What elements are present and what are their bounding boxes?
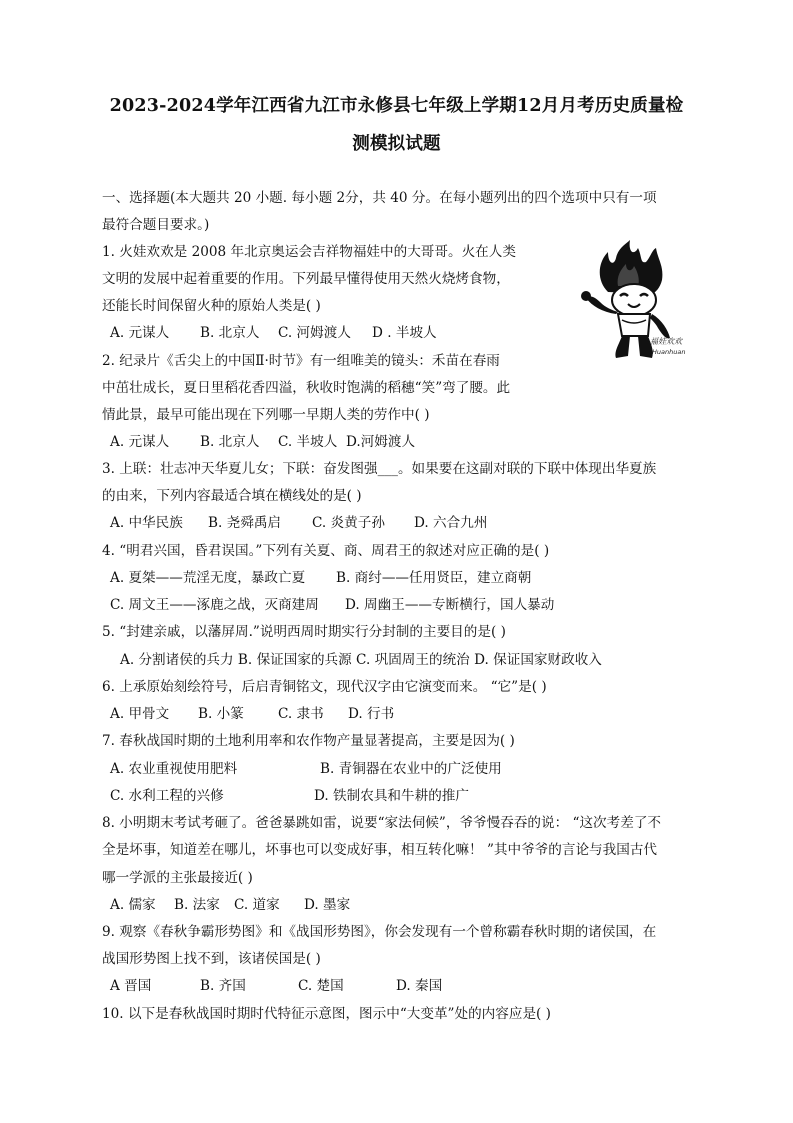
q8-options (110, 897, 350, 913)
q1-text-line2: 文明的发展中起着重要的作用。下列最早懂得使用天然火烧烤食物， (102, 271, 510, 287)
q4-options-row1 (110, 570, 531, 586)
q2-text-line2: 中茁壮成长，夏日里稻花香四溢，秋收时饱满的稻穗“笑”弯了腰。此 (102, 380, 511, 396)
q8-text-line1: 8. 小明期末考试考砸了。爸爸暴跳如雷，说要“家法伺候”，爷爷慢吞吞的说： “这次考差了不 (102, 815, 662, 831)
q3-options (110, 515, 487, 531)
q2-options (110, 434, 415, 450)
q7-text-line1: 7. 春秋战国时期的土地利用率和农作物产量显著提高，主要是因为( ) (102, 733, 515, 749)
q2-option-b: B. 北京人 (200, 434, 260, 450)
section-instructions-line2: 最符合题目要求。) (102, 217, 210, 233)
q10-text-line1: 10. 以下是春秋战国时期时代特征示意图，图示中“大变革”处的内容应是( ) (102, 1006, 551, 1022)
q4-text-line1: 4. “明君兴国，昏君误国。”下列有关夏、商、周君王的叙述对应正确的是( ) (102, 543, 550, 559)
q7-option-b: B. 青铜器在农业中的广泛使用 (320, 761, 502, 777)
q4-option-d: D. 周幽王——专断横行，国人暴动 (345, 597, 555, 613)
q9-option-c: C. 楚国 (298, 978, 344, 994)
q4-option-a: A. 夏桀——荒淫无度，暴政亡夏 (110, 570, 306, 586)
q9-option-d: D. 秦国 (396, 978, 443, 994)
page-title-line1: 2023-2024学年江西省九江市永修县七年级上学期12月月考历史质量检 (109, 96, 684, 116)
q6-text-line1: 6. 上承原始刻绘符号，后启青铜铭文，现代汉字由它演变而来。 “它”是( ) (102, 679, 547, 695)
q4-option-b: B. 商纣——任用贤臣，建立商朝 (336, 570, 532, 586)
q4-options-row2 (110, 597, 554, 613)
q3-text-line1: 3. 上联：壮志冲天华夏儿女；下联：奋发图强___。如果要在这副对联的下联中体现出华夏族 (102, 461, 657, 477)
mascot-caption: 福娃欢欢 (650, 337, 682, 346)
q7-option-c: C. 水利工程的兴修 (110, 788, 224, 804)
q3-option-b: B. 尧舜禹启 (208, 515, 282, 531)
q1-text-line1: 1. 火娃欢欢是 2008 年北京奥运会吉祥物福娃中的大哥哥。火在人类 (102, 244, 516, 260)
q1-option-c: C. 河姆渡人 (278, 325, 351, 341)
q1-text-line3: 还能长时间保留火种的原始人类是( ) (102, 298, 321, 314)
q9-options (110, 978, 442, 994)
q2-text-line1: 2. 纪录片《舌尖上的中国Ⅱ·时节》有一组唯美的镜头：禾苗在春雨 (102, 353, 500, 369)
q5-options: A. 分割诸侯的兵力 B. 保证国家的兵源 C. 巩固周王的统治 D. 保证国家财政收入 (120, 652, 602, 668)
q7-option-a: A. 农业重视使用肥料 (110, 761, 238, 777)
q9-option-b: B. 齐国 (200, 978, 246, 994)
q2-text-line3: 情此景，最早可能出现在下列哪一早期人类的劳作中( ) (102, 407, 430, 423)
q8-option-c: C. 道家 (234, 897, 280, 913)
q1-option-b: B. 北京人 (200, 325, 260, 341)
q3-option-d: D. 六合九州 (414, 515, 488, 531)
q3-option-c: C. 炎黄子孙 (312, 515, 385, 531)
q6-option-d: D. 行书 (348, 706, 395, 722)
q2-option-c: C. 半坡人 (278, 434, 338, 450)
q8-option-b: B. 法家 (174, 897, 220, 913)
q6-option-b: B. 小篆 (198, 706, 244, 722)
q6-option-a: A. 甲骨文 (110, 706, 170, 722)
q7-options-row1 (110, 761, 502, 777)
q6-option-c: C. 隶书 (278, 706, 324, 722)
q9-text-line2: 战国形势图上找不到，该诸侯国是( ) (102, 951, 321, 967)
section-instructions-line1: 一、选择题(本大题共 20 小题. 每小题 2分，共 40 分。在每小题列出的四个选项中只有一项 (102, 190, 657, 206)
q3-text-line2: 的由来，下列内容最适合填在横线处的是( ) (102, 488, 362, 504)
q7-option-d: D. 铁制农具和牛耕的推广 (314, 788, 469, 804)
q6-options (110, 706, 394, 722)
q7-options-row2 (110, 788, 469, 804)
q4-option-c: C. 周文王——涿鹿之战，灭商建周 (110, 597, 319, 613)
q3-option-a: A. 中华民族 (110, 515, 183, 531)
q1-option-a: A. 元谋人 (110, 325, 170, 341)
q8-option-a: A. 儒家 (110, 897, 156, 913)
mascot-huanhuan-image (578, 240, 690, 365)
q9-text-line1: 9. 观察《春秋争霸形势图》和《战国形势图》，你会发现有一个曾称霸春秋时期的诸侯国，在 (102, 924, 657, 940)
q8-text-line2: 全是坏事，知道差在哪儿，坏事也可以变成好事，相互转化嘛！ ”其中爷爷的言论与我国古代 (102, 842, 658, 858)
q5-text-line1: 5. “封建亲戚，以藩屏周.”说明西周时期实行分封制的主要目的是( ) (102, 624, 506, 640)
q9-option-a: A 晋国 (110, 978, 152, 994)
q8-text-line3: 哪一学派的主张最接近( ) (102, 870, 253, 886)
q2-option-d: D.河姆渡人 (346, 434, 416, 450)
page-title-line2: 测模拟试题 (352, 134, 441, 154)
q1-options (110, 325, 437, 341)
q8-option-d: D. 墨家 (304, 897, 351, 913)
mascot-caption-en: Huanhuan (652, 348, 686, 356)
q1-option-d: D . 半坡人 (372, 325, 437, 341)
q2-option-a: A. 元谋人 (110, 434, 170, 450)
